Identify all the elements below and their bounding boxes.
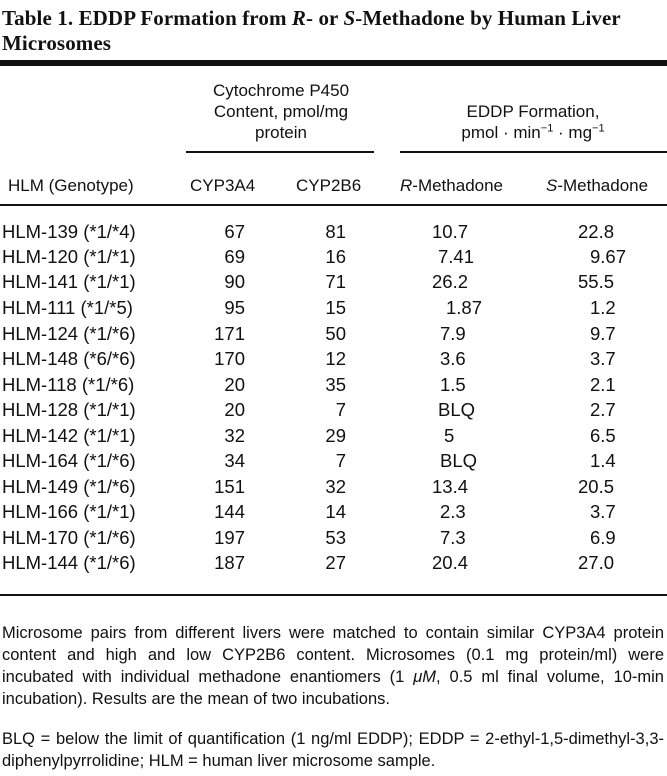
cell-cyp2b6: 27 — [325, 552, 346, 573]
cell-cyp2b6: 15 — [325, 297, 346, 318]
cell-r-methadone: 7.9 — [440, 323, 466, 344]
cell-r-methadone: 3.6 — [440, 348, 466, 369]
cell-s-methadone: 1.4 — [590, 450, 616, 471]
cell-hlm: HLM-120 (*1/*1) — [2, 246, 136, 267]
cell-cyp2b6: 14 — [325, 501, 346, 522]
cell-cyp2b6: 32 — [325, 476, 346, 497]
cell-s-methadone: 22.8 — [578, 221, 615, 242]
cell-r-methadone: 13.4 — [432, 476, 469, 497]
cell-cyp3a4: 170 — [214, 348, 245, 369]
cell-r-methadone: 10.7 — [432, 221, 469, 242]
group-header-eddp: EDDP Formation, pmol · $\min^{-1} \cdot mg^{-1}$ — [461, 102, 605, 142]
table-row — [0, 398, 667, 422]
cell-s-methadone: 20.5 — [578, 476, 615, 497]
cell-hlm: HLM-142 (*1/*1) — [2, 425, 136, 446]
cell-r-methadone: BLQ — [440, 450, 478, 471]
footnote-abbreviations: BLQ = below the limit of quantification (1 ng/ml EDDP); EDDP = 2-ethyl-1,5-dimethyl-3,3-diphenylpyrrolidine; HLM = human liver microsome sample. — [2, 730, 664, 770]
cell-cyp3a4: 34 — [224, 450, 245, 471]
table-row — [0, 551, 667, 575]
cell-hlm: HLM-128 (*1/*1) — [2, 399, 136, 420]
column-header-cyp2b6: CYP2B6 — [296, 176, 362, 195]
cell-hlm: HLM-118 (*1/*6) — [2, 374, 135, 395]
cell-s-methadone: 6.5 — [590, 425, 616, 446]
cell-cyp3a4: 171 — [214, 323, 245, 344]
group-rule-cyp — [186, 151, 374, 153]
group-header-cyp: Cytochrome P450 Content, pmol/mg protein — [212, 81, 350, 142]
cell-cyp2b6: 35 — [325, 374, 346, 395]
table-row — [0, 424, 667, 448]
cell-cyp3a4: 67 — [224, 221, 245, 242]
cell-s-methadone: 3.7 — [590, 501, 616, 522]
cell-hlm: HLM-170 (*1/*6) — [2, 527, 136, 548]
header-rule — [0, 204, 667, 206]
cell-cyp2b6: 81 — [325, 221, 346, 242]
cell-hlm: HLM-111 (*1/*5) — [2, 297, 133, 318]
table-row — [0, 475, 667, 499]
group-rule-eddp — [400, 151, 667, 153]
cell-cyp3a4: 187 — [214, 552, 245, 573]
cell-s-methadone: 27.0 — [578, 552, 615, 573]
table-row — [0, 245, 667, 269]
cell-s-methadone: 6.9 — [590, 527, 616, 548]
cell-r-methadone: 5 — [444, 425, 455, 446]
cell-s-methadone: 2.7 — [590, 399, 616, 420]
cell-cyp3a4: 151 — [214, 476, 245, 497]
table-title: Table 1. EDDP Formation from R- or S-Methadone by Human Liver Microsomes — [2, 6, 621, 55]
cell-r-methadone: 7.3 — [440, 527, 466, 548]
table-row — [0, 296, 667, 320]
cell-cyp2b6: 29 — [325, 425, 346, 446]
cell-s-methadone: 9.7 — [590, 323, 616, 344]
cell-cyp3a4: 95 — [224, 297, 245, 318]
cell-cyp3a4: 32 — [224, 425, 245, 446]
table-row — [0, 322, 667, 346]
table-row — [0, 373, 667, 397]
cell-r-methadone: BLQ — [438, 399, 476, 420]
table-row — [0, 449, 667, 473]
cell-hlm: HLM-148 (*6/*6) — [2, 348, 136, 369]
cell-s-methadone: 2.1 — [590, 374, 616, 395]
cell-hlm: HLM-166 (*1/*1) — [2, 501, 136, 522]
cell-hlm: HLM-139 (*1/*4) — [2, 221, 136, 242]
cell-s-methadone: 3.7 — [590, 348, 616, 369]
cell-s-methadone: 9.67 — [590, 246, 627, 267]
cell-cyp2b6: 7 — [335, 399, 346, 420]
cell-hlm: HLM-164 (*1/*6) — [2, 450, 136, 471]
table-row — [0, 347, 667, 371]
bottom-rule — [0, 594, 667, 596]
cell-hlm: HLM-144 (*1/*6) — [2, 552, 136, 573]
footnote-methods: Microsome pairs from different livers were matched to contain similar CYP3A4 protein content and high and low CYP2B6 content. Microsomes (0.1 mg protein/ml) were incubated with individual methadone enantiomers (1 μM, 0.5 ml final volume, 10-min incubation). Results are the mean of two incubations. — [2, 624, 664, 708]
cell-s-methadone: 1.2 — [590, 297, 616, 318]
table-row — [0, 220, 667, 244]
table-row — [0, 526, 667, 550]
column-header-r-methadone: R-Methadone — [400, 176, 504, 195]
top-rule — [0, 60, 667, 66]
cell-cyp2b6: 53 — [325, 527, 346, 548]
table-row — [0, 500, 667, 524]
cell-cyp3a4: 90 — [224, 271, 245, 292]
cell-cyp2b6: 7 — [335, 450, 346, 471]
cell-cyp2b6: 12 — [325, 348, 346, 369]
cell-cyp3a4: 197 — [214, 527, 245, 548]
cell-s-methadone: 55.5 — [578, 271, 615, 292]
cell-cyp3a4: 20 — [224, 399, 245, 420]
column-header-s-methadone: S-Methadone — [546, 176, 649, 195]
cell-cyp3a4: 69 — [224, 246, 245, 267]
cell-r-methadone: 1.87 — [446, 297, 483, 318]
cell-hlm: HLM-149 (*1/*6) — [2, 476, 136, 497]
cell-r-methadone: 20.4 — [432, 552, 469, 573]
cell-hlm: HLM-141 (*1/*1) — [2, 271, 136, 292]
table-row — [0, 270, 667, 294]
cell-r-methadone: 1.5 — [440, 374, 466, 395]
cell-r-methadone: 7.41 — [438, 246, 475, 267]
cell-r-methadone: 26.2 — [432, 271, 469, 292]
cell-cyp3a4: 20 — [224, 374, 245, 395]
cell-cyp2b6: 16 — [325, 246, 346, 267]
cell-r-methadone: 2.3 — [440, 501, 466, 522]
cell-hlm: HLM-124 (*1/*6) — [2, 323, 136, 344]
cell-cyp2b6: 71 — [325, 271, 346, 292]
column-header-cyp3a4: CYP3A4 — [190, 176, 256, 195]
column-header-hlm: HLM (Genotype) — [8, 176, 134, 195]
cell-cyp2b6: 50 — [325, 323, 346, 344]
cell-cyp3a4: 144 — [214, 501, 245, 522]
